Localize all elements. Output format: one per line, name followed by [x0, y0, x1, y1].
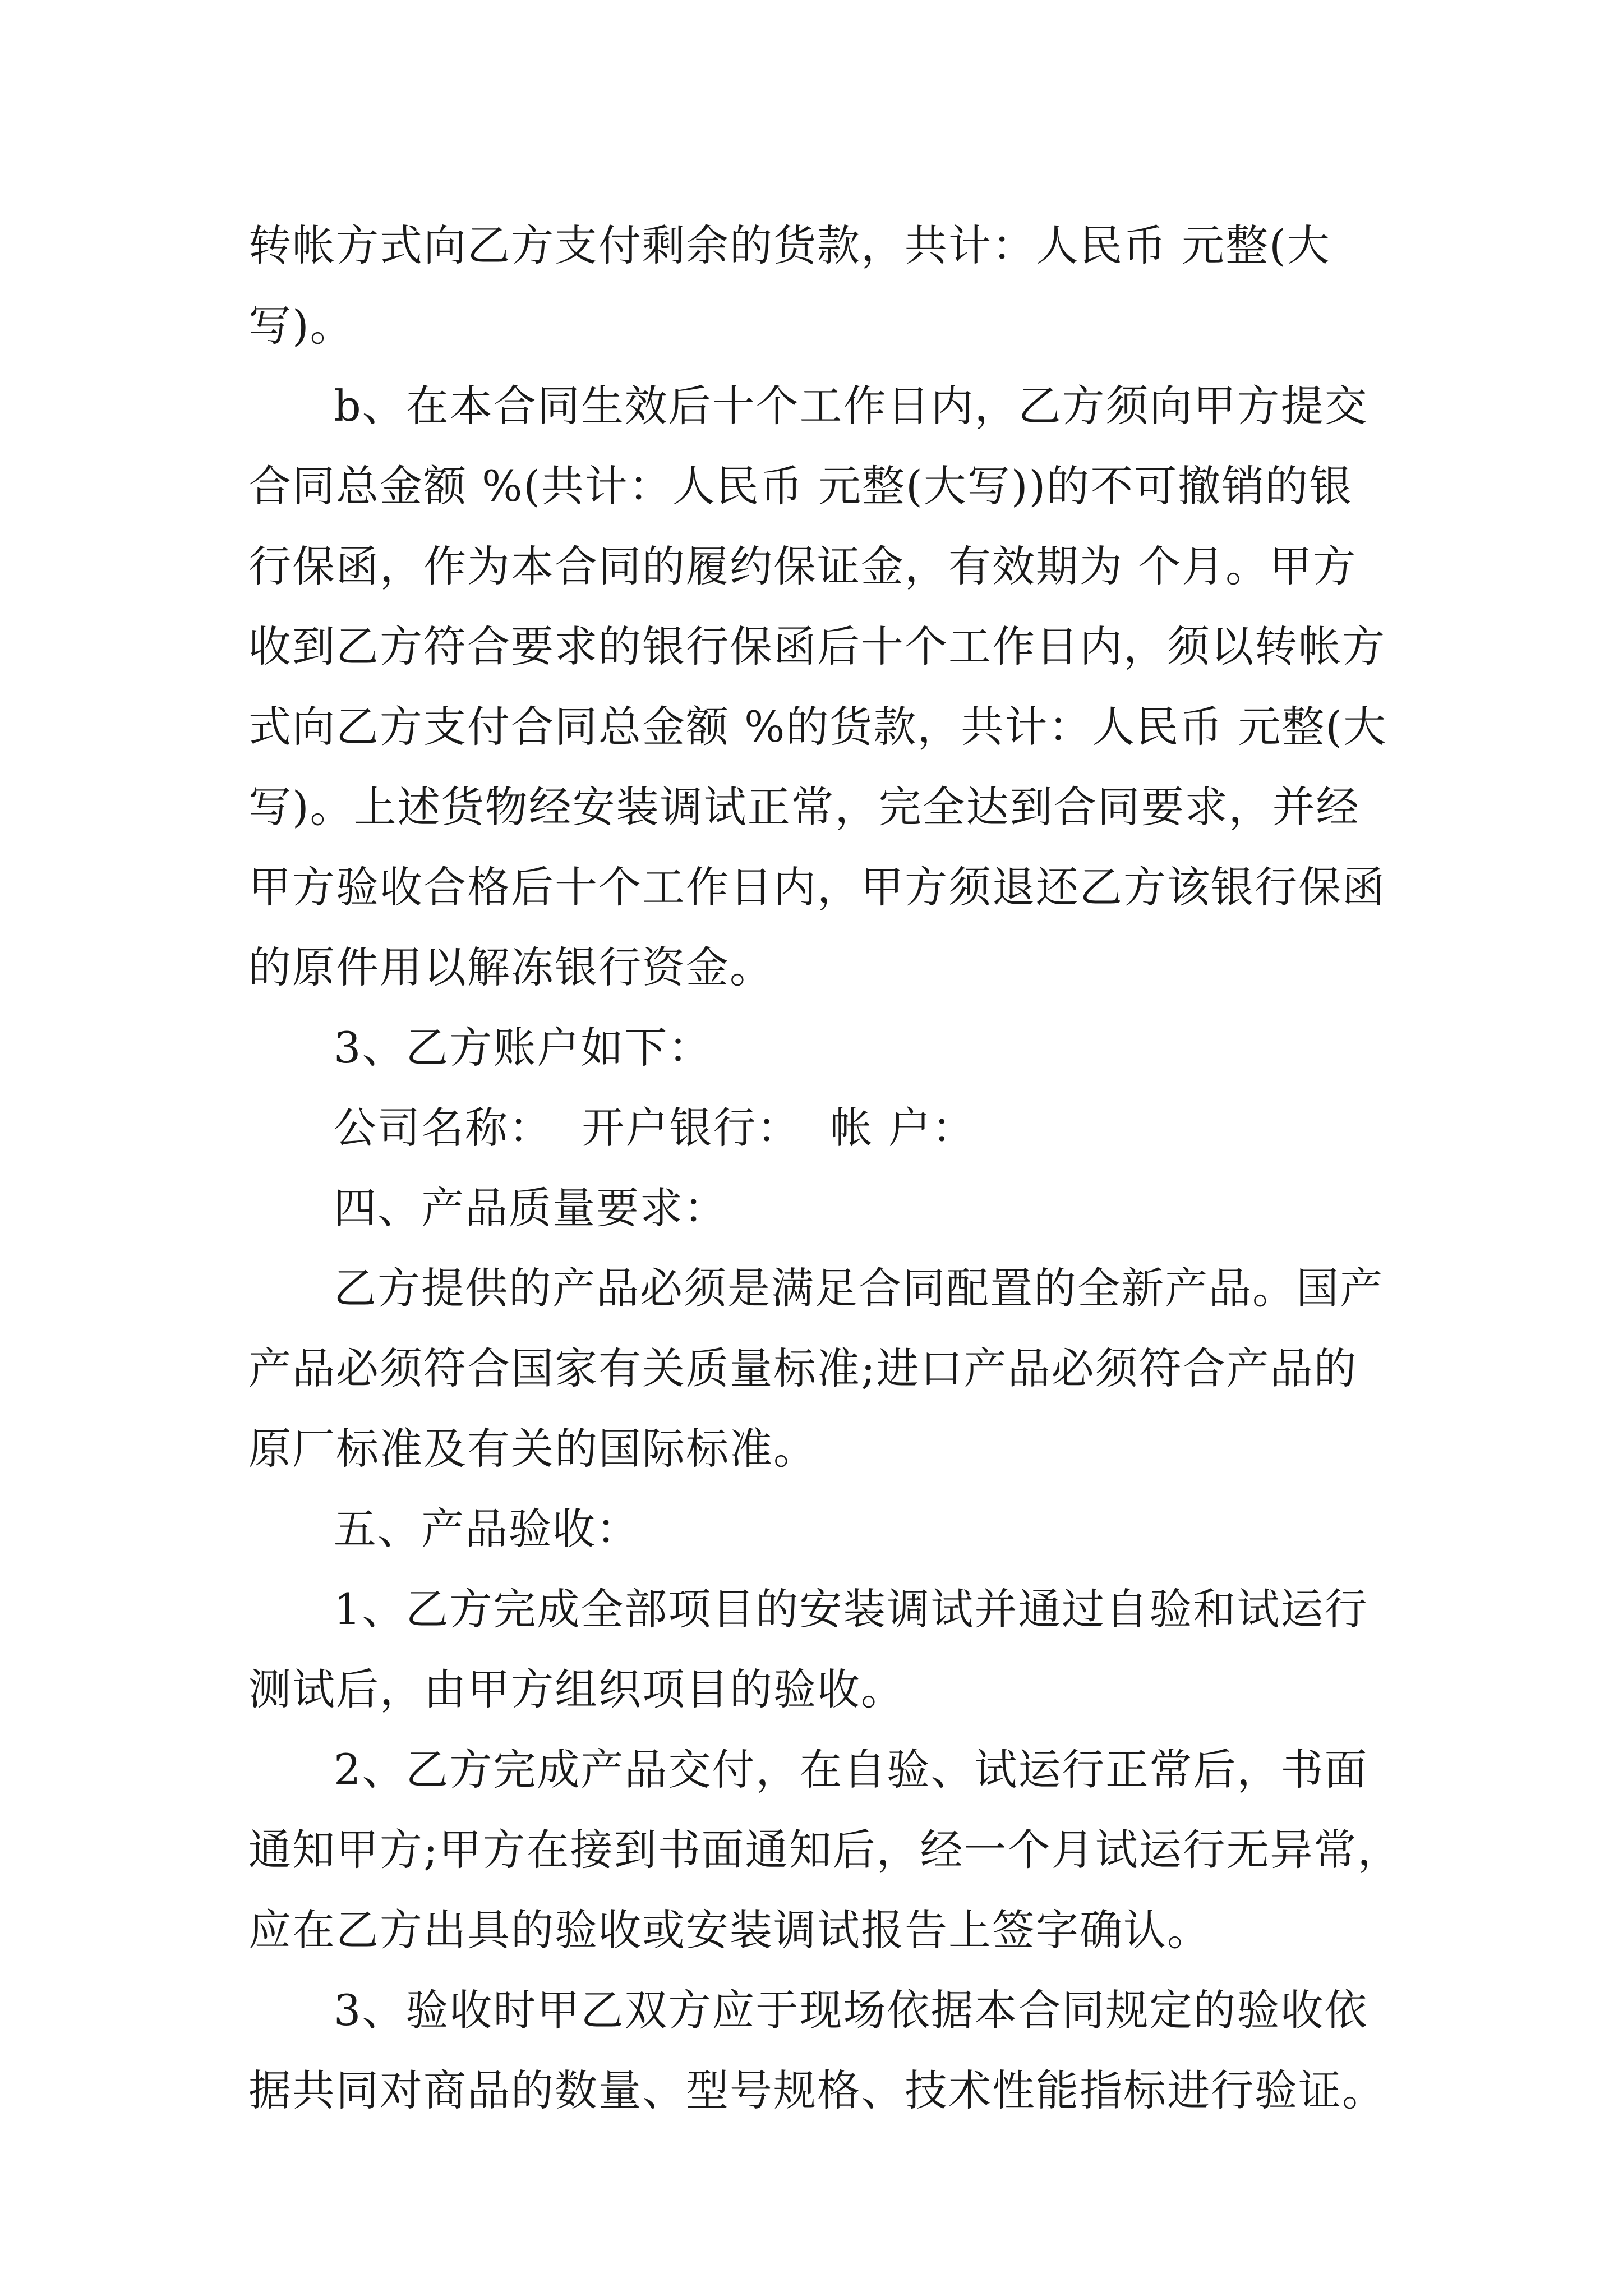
- text-line: 写)。上述货物经安装调试正常，完全达到合同要求，并经: [248, 782, 1360, 832]
- paragraph-acceptance-3: [248, 1970, 1387, 2131]
- text-line: 甲方验收合格后十个工作日内，甲方须退还乙方该银行保函: [248, 862, 1386, 912]
- text-line: 乙方提供的产品必须是满足合同配置的全新产品。国产: [334, 1263, 1384, 1313]
- text-line: 的原件用以解冻银行资金。: [248, 942, 773, 992]
- paragraph-acceptance-1: [248, 1569, 1387, 1729]
- paragraph-account-heading: [248, 1007, 1387, 1088]
- text-line: 1、乙方完成全部项目的安装调试并通过自验和试运行: [334, 1584, 1368, 1634]
- text-line: 转帐方式向乙方支付剩余的货款，共计：人民币 元整(大: [248, 220, 1331, 270]
- section-heading-quality: [248, 1168, 1387, 1248]
- text-line: 写)。: [248, 301, 354, 351]
- text-line: 合同总金额 %(共计：人民币 元整(大写))的不可撤销的银: [248, 461, 1353, 511]
- paragraph-payment-remainder: [248, 205, 1387, 366]
- text-line: 3、验收时甲乙双方应于现场依据本合同规定的验收依: [334, 1985, 1368, 2035]
- contract-body-text: [248, 205, 1401, 2131]
- text-line: 公司名称： 开户银行： 帐 户：: [334, 1103, 976, 1153]
- text-line: 通知甲方;甲方在接到书面通知后，经一个月试运行无异常，: [248, 1825, 1401, 1875]
- text-line: 测试后，由甲方组织项目的验收。: [248, 1664, 905, 1714]
- text-line: 3、乙方账户如下：: [334, 1023, 712, 1073]
- paragraph-acceptance-2: [248, 1729, 1401, 1970]
- text-line: 五、产品验收：: [334, 1504, 640, 1554]
- text-line: 行保函，作为本合同的履约保证金，有效期为 个月。甲方: [248, 541, 1357, 591]
- paragraph-bank-guarantee: [248, 366, 1387, 1007]
- text-line: 式向乙方支付合同总金额 %的货款，共计：人民币 元整(大: [248, 702, 1387, 752]
- text-line: 原厂标准及有关的国际标准。: [248, 1424, 817, 1474]
- paragraph-account-fields: [248, 1088, 1387, 1168]
- text-line: 四、产品质量要求：: [334, 1183, 727, 1233]
- paragraph-quality-requirements: [248, 1248, 1387, 1489]
- section-heading-acceptance: [248, 1489, 1387, 1569]
- text-line: 产品必须符合国家有关质量标准;进口产品必须符合产品的: [248, 1343, 1358, 1393]
- text-line: b、在本合同生效后十个工作日内，乙方须向甲方提交: [334, 381, 1368, 431]
- text-line: 据共同对商品的数量、型号规格、技术性能指标进行验证。: [248, 2065, 1386, 2115]
- text-line: 收到乙方符合要求的银行保函后十个工作日内，须以转帐方: [248, 622, 1386, 671]
- text-line: 应在乙方出具的验收或安装调试报告上签字确认。: [248, 1905, 1211, 1955]
- text-line: 2、乙方完成产品交付，在自验、试运行正常后，书面: [334, 1745, 1368, 1795]
